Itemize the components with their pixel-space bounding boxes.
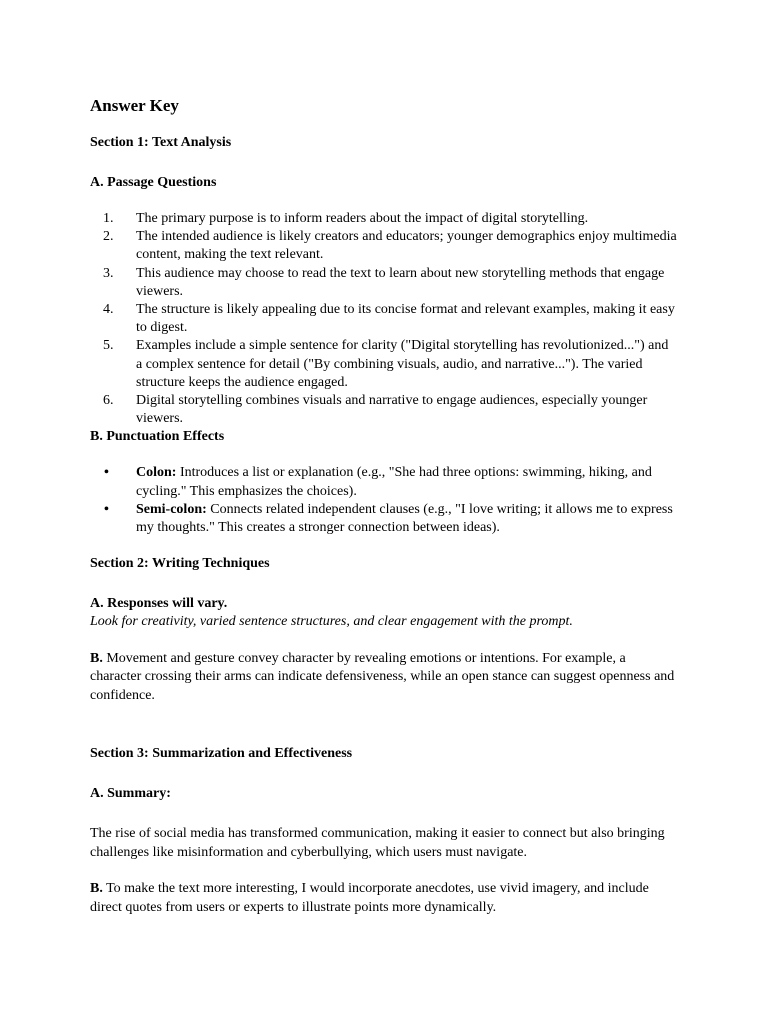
list-item-text: Examples include a simple sentence for clarity ("Digital storytelling has revolutionized...") and a complex sentence for detail ("By combining visuals, audio, and narrative..."). The varied structure keeps the audience engaged. [136, 338, 669, 390]
list-item-text: The structure is likely appealing due to its concise format and relevant examples, making it easy to digest. [136, 302, 675, 336]
section-3-part-a-heading: A. Summary: [90, 786, 171, 802]
list-item [90, 228, 678, 264]
document-title: Answer Key [90, 96, 179, 115]
term-label: Colon: [136, 465, 177, 481]
list-item [90, 265, 678, 301]
list-item [90, 464, 678, 500]
section-1-part-a-heading: A. Passage Questions [90, 175, 217, 190]
term-description: Connects related independent clauses (e.g., "I love writing; it allows me to express my thoughts." This creates a stronger connection between ideas). [136, 501, 673, 536]
section-3-part-b-paragraph [90, 880, 678, 917]
section-3-heading: Section 3: Summarization and Effectiveness [90, 746, 353, 762]
list-item [90, 392, 678, 428]
term-label: Semi-colon: [136, 501, 207, 517]
list-number: 4. [103, 302, 114, 318]
paragraph-text: To make the text more interesting, I would incorporate anecdotes, use vivid imagery, and include direct quotes from users or experts to illustrate points more dynamically. [90, 881, 649, 915]
list-item [90, 337, 678, 392]
list-number: 3. [103, 265, 114, 281]
part-label: B. [90, 650, 103, 666]
bullet-marker: • [104, 501, 109, 517]
punctuation-effects-list [90, 464, 678, 537]
list-item [90, 301, 678, 337]
section-1-heading: Section 1: Text Analysis [90, 135, 232, 150]
section-2-part-b-paragraph [90, 650, 678, 706]
section-1-part-b-heading: B. Punctuation Effects [90, 429, 225, 445]
list-number: 5. [103, 338, 114, 354]
list-item-text: Digital storytelling combines visuals and narrative to engage audiences, especially younger viewers. [136, 393, 648, 427]
term-description: Introduces a list or explanation (e.g., "She had three options: swimming, hiking, and cycling." This emphasizes the choices). [136, 465, 652, 499]
list-number: 6. [103, 393, 114, 409]
section-2-part-a-heading: A. Responses will vary. [90, 596, 228, 612]
list-item-text: The intended audience is likely creators and educators; younger demographics enjoy multimedia content, making the text relevant. [136, 229, 677, 263]
paragraph-text: Movement and gesture convey character by revealing emotions or intentions. For example, a character crossing their arms can indicate defensiveness, while an open stance can suggest openness and confidence. [90, 650, 675, 703]
list-number: 1. [103, 211, 114, 226]
summary-paragraph: The rise of social media has transformed communication, making it easier to connect but also bringing challenges like misinformation and cyberbullying, which users must navigate. [90, 826, 665, 860]
bullet-marker: • [104, 465, 109, 481]
section-2-part-a-note: Look for creativity, varied sentence structures, and clear engagement with the prompt. [90, 614, 573, 630]
list-item [90, 210, 678, 228]
passage-questions-list [90, 210, 678, 428]
list-item-text: The primary purpose is to inform readers about the impact of digital storytelling. [136, 211, 589, 226]
section-2-heading: Section 2: Writing Techniques [90, 556, 270, 572]
list-item [90, 501, 678, 537]
part-label: B. [90, 881, 103, 897]
list-number: 2. [103, 229, 114, 245]
list-item-text: This audience may choose to read the text to learn about new storytelling methods that engage viewers. [136, 265, 665, 299]
